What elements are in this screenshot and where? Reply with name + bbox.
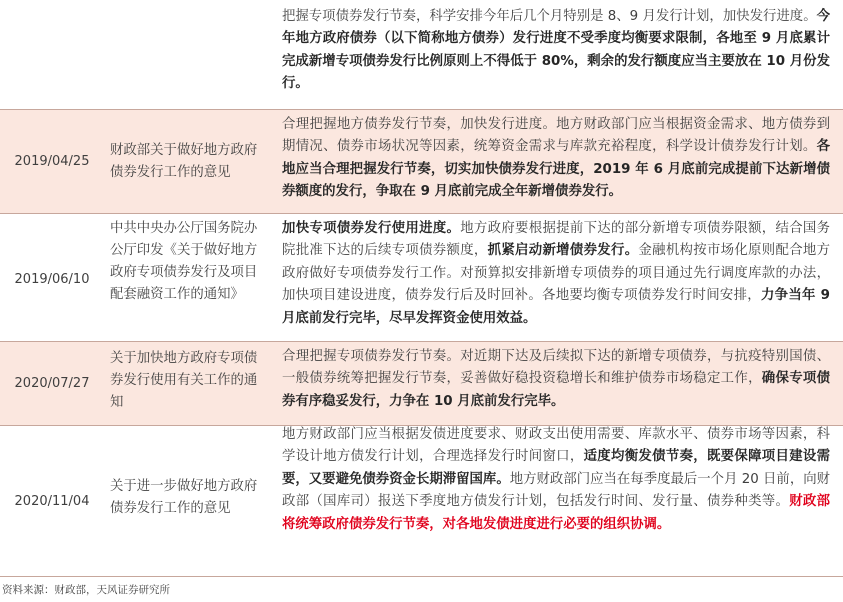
content-text: 合理把握专项债券发行节奏。对近期下达及后续拟下达的新增专项债券，与抗疫特别国债、一般债券统筹把握发行节奏，妥善做好稳投资稳增长和维护债券市场稳定工作， bbox=[282, 349, 830, 387]
emphasis-text: 今年地方政府债券（以下简称地方债券）发行进度不受季度均衡要求限制，各地至 9 月底累计完成新增专项债券发行比例原则上不得低于 80%，剩余的发行额度应当主要放在 10 月份发行。 bbox=[282, 9, 830, 92]
emphasis-text: 抓紧启动新增债券发行。 bbox=[487, 243, 639, 259]
source-note: 资料来源：财政部，天风证券研究所 bbox=[2, 584, 170, 596]
policy-content-cell bbox=[282, 114, 830, 204]
content-text: 合理把握地方债券发行节奏，加快发行进度。地方财政部门应当根据资金需求、地方债券到期情况、债券市场状况等因素，统筹资金需求与库款充裕程度，科学设计债券发行计划。 bbox=[282, 117, 830, 155]
emphasis-text: 力争当年 9 月底前发行完毕，尽早发挥资金使用效益。 bbox=[282, 288, 830, 326]
policy-content-cell bbox=[282, 346, 830, 413]
emphasis-text: 加快专项债券发行使用进度。 bbox=[282, 221, 461, 236]
date-cell: 2019/04/25 bbox=[14, 154, 90, 169]
policy-title-cell: 关于进一步做好地方政府债券发行工作的意见 bbox=[110, 479, 258, 516]
date-cell: 2020/11/04 bbox=[14, 494, 90, 509]
policy-title-cell: 中共中央办公厅国务院办公厅印发《关于做好地方政府专项债券发行及项目配套融资工作的通知》 bbox=[110, 221, 258, 302]
date-cell: 2020/07/27 bbox=[14, 376, 90, 391]
content-text: 地方财政部门应当在每季度最后一个月 20 日前，向财政部（国库司）报送下季度地方债发行计划，包括发行时间、发行量、债券种类等。 bbox=[282, 471, 830, 510]
table-bottom-border bbox=[0, 576, 843, 577]
policy-content-cell bbox=[282, 424, 830, 536]
content-text: 金融机构按市场化原则配合地方政府做好专项债券发行工作。对预算拟安排新增专项债券的项目通过先行调度库款的办法，加快项目建设进度，债券发行后及时回补。各地要均衡专项债券发行时间安排， bbox=[282, 243, 831, 304]
policy-title-cell: 关于加快地方政府专项债券发行使用有关工作的通知 bbox=[110, 351, 258, 410]
content-text: 地方政府要根据提前下达的部分新增专项债券限额，结合国务院批准下达的后续专项债券额度， bbox=[282, 221, 830, 259]
emphasis-text: 确保专项债券有序稳妥发行，力争在 10 月底前发行完毕。 bbox=[282, 371, 831, 409]
policy-title-cell: 财政部关于做好地方政府债券发行工作的意见 bbox=[110, 143, 258, 180]
date-cell: 2019/06/10 bbox=[14, 272, 90, 287]
emphasis-text: 各地应当合理把握发行节奏，切实加快债券发行进度，2019 年 6 月底前完成提前下达新增债券额度的发行，争取在 9 月底前完成全年新增债券发行。 bbox=[282, 139, 830, 200]
content-text: 把握专项债券发行节奏，科学安排今年后几个月特别是 8、9 月发行计划，加快发行进度。 bbox=[282, 9, 817, 24]
table-row bbox=[0, 214, 843, 342]
table-row bbox=[0, 0, 843, 110]
policy-content-cell bbox=[282, 218, 830, 330]
table-row bbox=[0, 426, 843, 576]
emphasis-text: 财政部将统筹政府债券发行节奏，对各地发债进度进行必要的组织协调。 bbox=[282, 494, 831, 532]
content-text: 地方财政部门应当根据发债进度要求、财政支出使用需要、库款水平、债券市场等因素，科学设计地方债发行计划，合理选择发行时间窗口， bbox=[282, 427, 830, 465]
emphasis-text: 适度均衡发债节奏，既要保障项目建设需要，又要避免债券资金长期滞留国库。 bbox=[282, 449, 831, 487]
policy-content-cell bbox=[282, 6, 830, 96]
table-row bbox=[0, 342, 843, 426]
table-row bbox=[0, 110, 843, 214]
